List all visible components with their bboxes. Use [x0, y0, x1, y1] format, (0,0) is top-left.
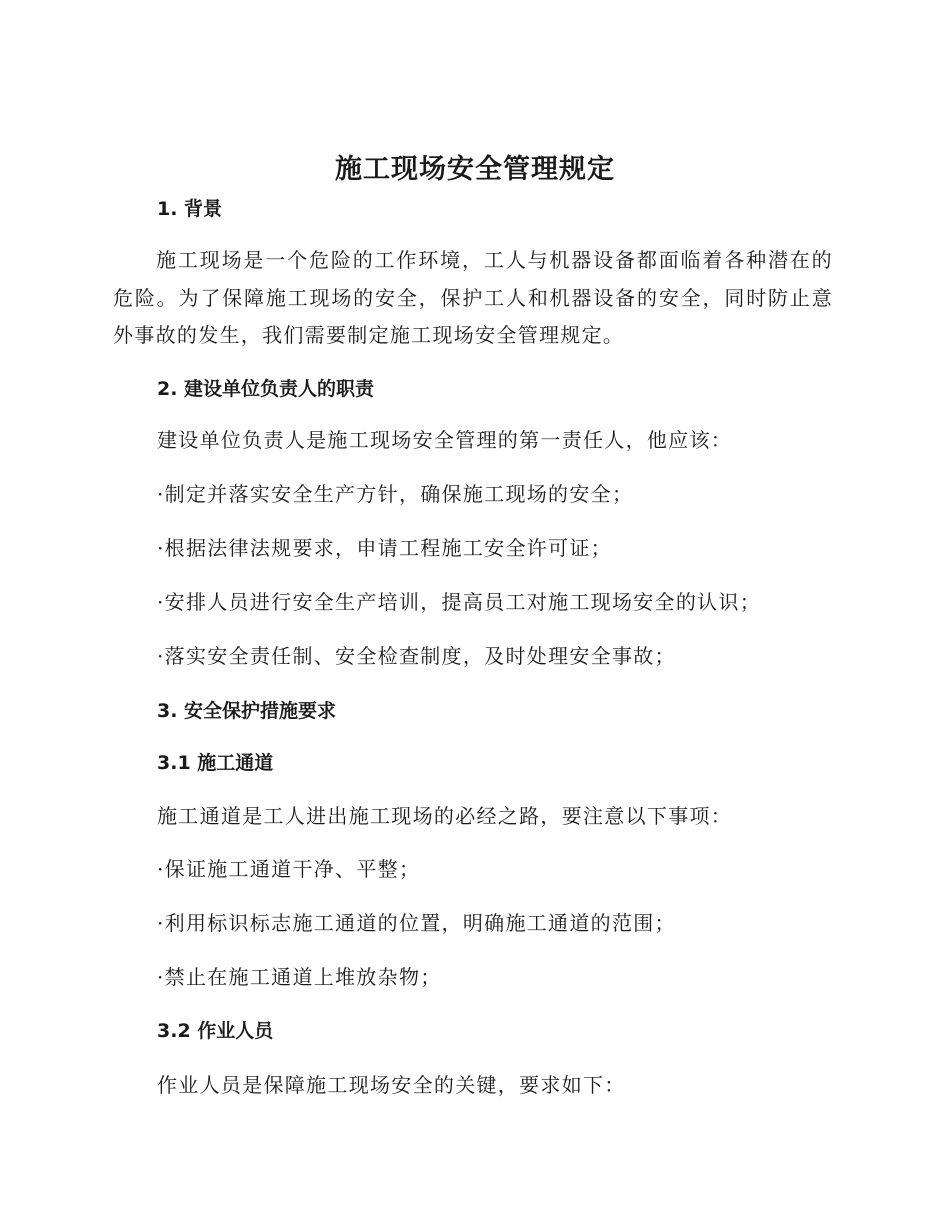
section-3-1-intro: 施工通道是工人进出施工现场的必经之路，要注意以下事项：: [157, 804, 733, 828]
section-3-2-heading: 3.2 作业人员: [157, 1020, 274, 1042]
section-3-1-list-item: ·保证施工通道干净、平整；: [157, 857, 421, 881]
section-2-list-item: ·安排人员进行安全生产培训，提高员工对施工现场安全的认识；: [157, 590, 762, 614]
section-1-heading: 1. 背景: [157, 198, 223, 220]
section-3-1-list-item: ·禁止在施工通道上堆放杂物；: [157, 965, 442, 989]
section-3-heading: 3. 安全保护措施要求: [157, 700, 337, 722]
section-2-list-item: ·根据法律法规要求，申请工程施工安全许可证；: [157, 536, 612, 560]
section-2-list-item: ·制定并落实安全生产方针，确保施工现场的安全；: [157, 482, 634, 506]
section-3-1-heading: 3.1 施工通道: [157, 752, 274, 774]
section-3-1-list-item: ·利用标识标志施工通道的位置，明确施工通道的范围；: [157, 911, 676, 935]
section-3-2-intro: 作业人员是保障施工现场安全的关键，要求如下：: [157, 1073, 626, 1097]
section-2-heading: 2. 建设单位负责人的职责: [157, 378, 375, 400]
section-2-list-item: ·落实安全责任制、安全检查制度，及时处理安全事故；: [157, 644, 676, 668]
section-1-paragraph: 施工现场是一个危险的工作环境，工人与机器设备都面临着各种潜在的危险。为了保障施工现场的安全，保护工人和机器设备的安全，同时防止意外事故的发生，我们需要制定施工现场安全管理规定。: [113, 248, 833, 347]
section-2-intro: 建设单位负责人是施工现场安全管理的第一责任人，他应该：: [157, 428, 733, 452]
document-title: 施工现场安全管理规定: [335, 154, 615, 185]
